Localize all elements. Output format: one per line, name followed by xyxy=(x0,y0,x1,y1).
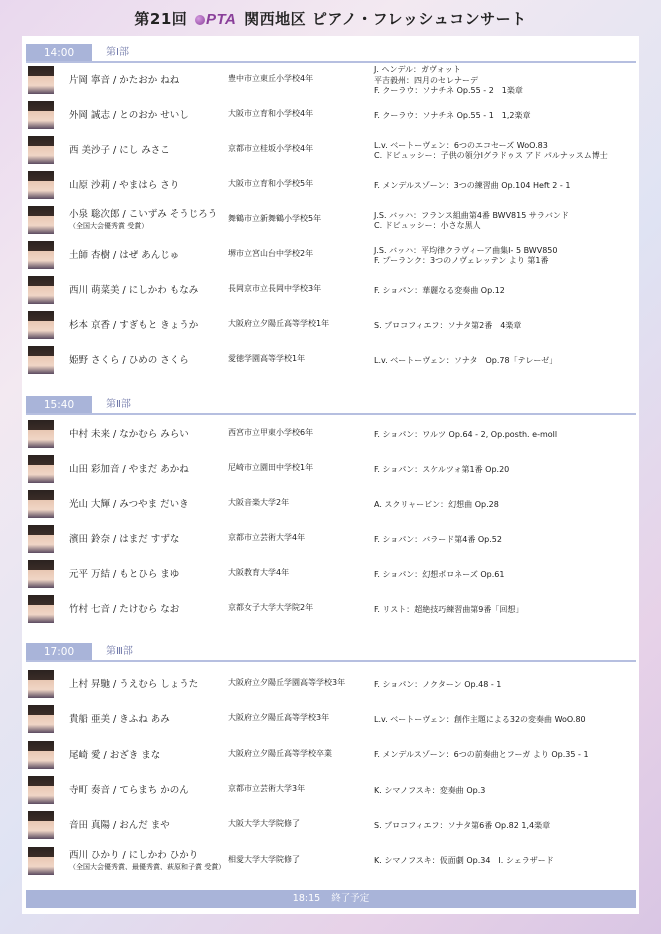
piece-list xyxy=(374,168,636,204)
performer-school: 西宮市立甲東小学校6年 xyxy=(228,428,314,437)
piece-title: F. ショパン：幻想ポロネーズ Op.61 xyxy=(374,569,505,579)
performer-photo xyxy=(28,346,54,374)
piece-list xyxy=(374,343,636,379)
performer-photo xyxy=(28,525,54,553)
section-header xyxy=(26,396,636,414)
performer-row xyxy=(26,203,636,239)
performer-photo xyxy=(28,420,54,448)
piece-title: F. ショパン：ワルツ Op.64 - 2, Op.posth. e-moll xyxy=(374,429,558,439)
performer-school: 大阪府立夕陽丘高等学校1年 xyxy=(228,319,330,328)
performer-row xyxy=(26,557,636,593)
performer-row xyxy=(26,844,636,880)
performer-school: 大阪大学大学院修了 xyxy=(228,819,300,829)
performer-school: 長岡京市立長岡中学校3年 xyxy=(228,284,322,293)
title-prefix: 第21回 xyxy=(134,10,188,28)
piece-list xyxy=(374,557,636,593)
performer-name: 西 美沙子 / にし みさこ xyxy=(69,145,170,156)
page-title xyxy=(0,8,661,29)
piece-title: L.v. ベートーヴェン：6つのエコセーズ WoO.83 xyxy=(374,140,548,150)
piece-title: F. ショパン：ノクターン Op.48 - 1 xyxy=(374,679,502,689)
end-time: 18:15 xyxy=(292,893,321,904)
performer-photo xyxy=(28,311,54,339)
performer-school: 大阪市立育和小学校4年 xyxy=(228,109,314,118)
performer-photo xyxy=(28,171,54,199)
performer-name: 竹村 七音 / たけむら なお xyxy=(69,604,180,615)
performer-name: 山田 彩加音 / やまだ あかね xyxy=(69,464,189,475)
performer-school: 京都市立桂坂小学校4年 xyxy=(228,144,314,153)
performer-photo xyxy=(28,66,54,94)
performer-school: 京都市立芸術大学4年 xyxy=(228,533,306,542)
piece-title: L.v. ベートーヴェン：ソナタ Op.78「テレーゼ」 xyxy=(374,355,558,365)
performer-photo xyxy=(28,241,54,269)
piece-title: K. シマノフスキ：仮面劇 Op.34 I. シェラザード xyxy=(374,856,554,866)
piece-title: 平吉毅州：四月のセレナーデ xyxy=(374,75,478,85)
performer-name: 尾崎 愛 / おざき まな xyxy=(69,749,161,761)
section-time: 17:00 xyxy=(26,643,92,661)
performer-name: 光山 大輝 / みつやま だいき xyxy=(69,499,189,510)
performer-photo xyxy=(28,670,54,698)
performer-name: 外岡 誠志 / とのおか せいし xyxy=(69,110,189,121)
performer-row xyxy=(26,702,636,738)
section-header xyxy=(26,643,636,661)
piece-title: F. ショパン：華麗なる変奏曲 Op.12 xyxy=(374,285,505,295)
pta-logo: PTA xyxy=(195,11,236,28)
performer-photo xyxy=(28,101,54,129)
performer-row xyxy=(26,308,636,344)
piece-list xyxy=(374,417,636,453)
piece-title: L.v. ベートーヴェン：創作主題による32の変奏曲 WoO.80 xyxy=(374,715,586,725)
performer-school: 舞鶴市立新舞鶴小学校5年 xyxy=(228,214,322,223)
performer-photo xyxy=(28,811,54,839)
piece-title: F. メンデルスゾーン：3つの練習曲 Op.104 Heft 2 - 1 xyxy=(374,180,571,190)
performer-row xyxy=(26,168,636,204)
piece-list xyxy=(374,702,636,738)
piece-list xyxy=(374,487,636,523)
performer-photo xyxy=(28,206,54,234)
performer-row xyxy=(26,738,636,774)
performer-name: 土師 杏樹 / はぜ あんじゅ xyxy=(69,250,180,261)
performer-photo xyxy=(28,705,54,733)
performer-name: 西川 萌菜美 / にしかわ もなみ xyxy=(69,285,199,296)
performer-row xyxy=(26,133,636,169)
performer-school: 愛徳学園高等学校1年 xyxy=(228,354,306,363)
piece-list xyxy=(374,808,636,844)
award-note: （全国大会優秀賞 受賞） xyxy=(69,222,149,230)
performer-name: 片岡 寧音 / かたおか ねね xyxy=(69,75,180,86)
performer-school: 尼崎市立園田中学校1年 xyxy=(228,463,314,472)
section-header xyxy=(26,44,636,62)
performer-school: 大阪府立夕陽丘高等学校3年 xyxy=(228,713,330,723)
piece-list xyxy=(374,308,636,344)
title-suffix: 関西地区 ピアノ・フレッシュコンサート xyxy=(244,10,527,28)
piece-list xyxy=(374,738,636,774)
piece-list xyxy=(374,592,636,628)
performer-name: 姫野 さくら / ひめの さくら xyxy=(69,355,189,366)
performer-school: 大阪府立夕陽丘高等学校卒業 xyxy=(228,748,332,758)
end-label: 終了予定 xyxy=(331,893,370,904)
piece-title: F. リスト：超絶技巧練習曲第9番「回想」 xyxy=(374,604,524,614)
performer-photo xyxy=(28,595,54,623)
piece-list xyxy=(374,452,636,488)
performer-school: 豊中市立東丘小学校4年 xyxy=(228,74,314,83)
piece-title: S. プロコフィエフ：ソナタ第6番 Op.82 1,4楽章 xyxy=(374,820,551,830)
performer-school: 大阪市立育和小学校5年 xyxy=(228,179,314,188)
performer-name: 中村 未来 / なかむら みらい xyxy=(69,429,189,440)
section-time: 15:40 xyxy=(26,396,92,414)
piece-title: A. スクリャービン：幻想曲 Op.28 xyxy=(374,499,499,509)
performer-photo xyxy=(28,847,54,875)
performer-row xyxy=(26,667,636,703)
performer-school: 堺市立宮山台中学校2年 xyxy=(228,249,314,258)
performer-row xyxy=(26,522,636,558)
piece-list xyxy=(374,522,636,558)
performer-name: 杉本 京香 / すぎもと きょうか xyxy=(69,320,199,331)
performer-school: 大阪教育大学4年 xyxy=(228,568,290,577)
performer-name: 貴船 亜美 / きふね あみ xyxy=(69,714,170,726)
performer-name: 音田 真陽 / おんだ まや xyxy=(69,820,170,832)
piece-list xyxy=(374,773,636,809)
section-divider xyxy=(26,413,636,415)
performer-row xyxy=(26,98,636,134)
piece-title: J.S. バッハ：フランス組曲第4番 BWV815 サラバンド xyxy=(374,210,569,220)
performer-name: 寺町 奏音 / てらまち かのん xyxy=(69,784,189,796)
section-divider xyxy=(26,660,636,662)
end-time-bar xyxy=(26,890,636,908)
performer-photo xyxy=(28,741,54,769)
performer-school: 大阪府立夕陽丘学園高等学校3年 xyxy=(228,678,346,687)
section-time: 14:00 xyxy=(26,44,92,62)
performer-photo xyxy=(28,560,54,588)
piece-list xyxy=(374,273,636,309)
piece-title: J.S. バッハ：平均律クラヴィーア曲集Ⅰ- 5 BWV850 xyxy=(374,245,558,255)
piece-list xyxy=(374,203,636,239)
piece-list xyxy=(374,63,636,99)
piece-title: F. プーランク：3つのノヴェレッテン より 第1番 xyxy=(374,256,549,265)
performer-name: 山原 沙莉 / やまはら さり xyxy=(69,180,180,191)
performer-photo xyxy=(28,136,54,164)
piece-title: C. ドビュッシー：子供の領分Ⅰグラドゥス アド パルナッスム博士 xyxy=(374,151,608,160)
section-label: 第Ⅱ部 xyxy=(106,399,131,410)
performer-row xyxy=(26,63,636,99)
performer-school: 京都市立芸術大学3年 xyxy=(228,783,306,793)
performer-name: 西川 ひかり / にしかわ ひかり xyxy=(69,849,199,861)
performer-row xyxy=(26,773,636,809)
piece-title: F. メンデルスゾーン：6つの前奏曲とフーガ より Op.35 - 1 xyxy=(374,750,589,760)
piece-title: F. クーラウ：ソナチネ Op.55 - 1 1,2楽章 xyxy=(374,110,531,120)
performer-name: 濱田 鈴奈 / はまだ すずな xyxy=(69,534,180,545)
performer-name: 小泉 聡次郎 / こいずみ そうじろう xyxy=(69,209,218,220)
performer-row xyxy=(26,487,636,523)
section-label: 第Ⅲ部 xyxy=(106,646,133,657)
performer-photo xyxy=(28,455,54,483)
piece-list xyxy=(374,133,636,169)
performer-name: 上村 昇馳 / うえむら しょうた xyxy=(69,679,199,690)
piece-title: F. クーラウ：ソナチネ Op.55 - 2 1楽章 xyxy=(374,86,523,96)
performer-row xyxy=(26,808,636,844)
award-note: （全国大会優秀賞、最優秀賞、萩原和子賞 受賞） xyxy=(69,862,226,871)
program-sheet xyxy=(22,36,639,914)
performer-row xyxy=(26,592,636,628)
performer-photo xyxy=(28,490,54,518)
piece-title: J. ヘンデル：ガヴォット xyxy=(374,65,461,75)
performer-school: 京都女子大学大学院2年 xyxy=(228,603,314,612)
performer-name: 元平 万結 / もとひら まゆ xyxy=(69,569,180,580)
piece-list xyxy=(374,667,636,703)
piece-title: S. プロコフィエフ：ソナタ第2番 4楽章 xyxy=(374,320,522,330)
performer-photo xyxy=(28,776,54,804)
performer-row xyxy=(26,343,636,379)
section-label: 第Ⅰ部 xyxy=(106,47,129,58)
piece-title: F. ショパン：スケルツォ第1番 Op.20 xyxy=(374,464,510,474)
performer-row xyxy=(26,417,636,453)
logo-circle-icon xyxy=(195,15,205,25)
performer-row xyxy=(26,238,636,274)
piece-title: K. シマノフスキ：変奏曲 Op.3 xyxy=(374,785,486,795)
piece-title: C. ドビュッシー：小さな黒人 xyxy=(374,221,481,230)
performer-row xyxy=(26,273,636,309)
piece-list xyxy=(374,238,636,274)
performer-school: 大阪音楽大学2年 xyxy=(228,498,290,507)
piece-list xyxy=(374,844,636,880)
performer-row xyxy=(26,452,636,488)
performer-photo xyxy=(28,276,54,304)
piece-title: F. ショパン：バラード第4番 Op.52 xyxy=(374,534,502,544)
performer-school: 相愛大学大学院修了 xyxy=(228,854,300,864)
piece-list xyxy=(374,98,636,134)
